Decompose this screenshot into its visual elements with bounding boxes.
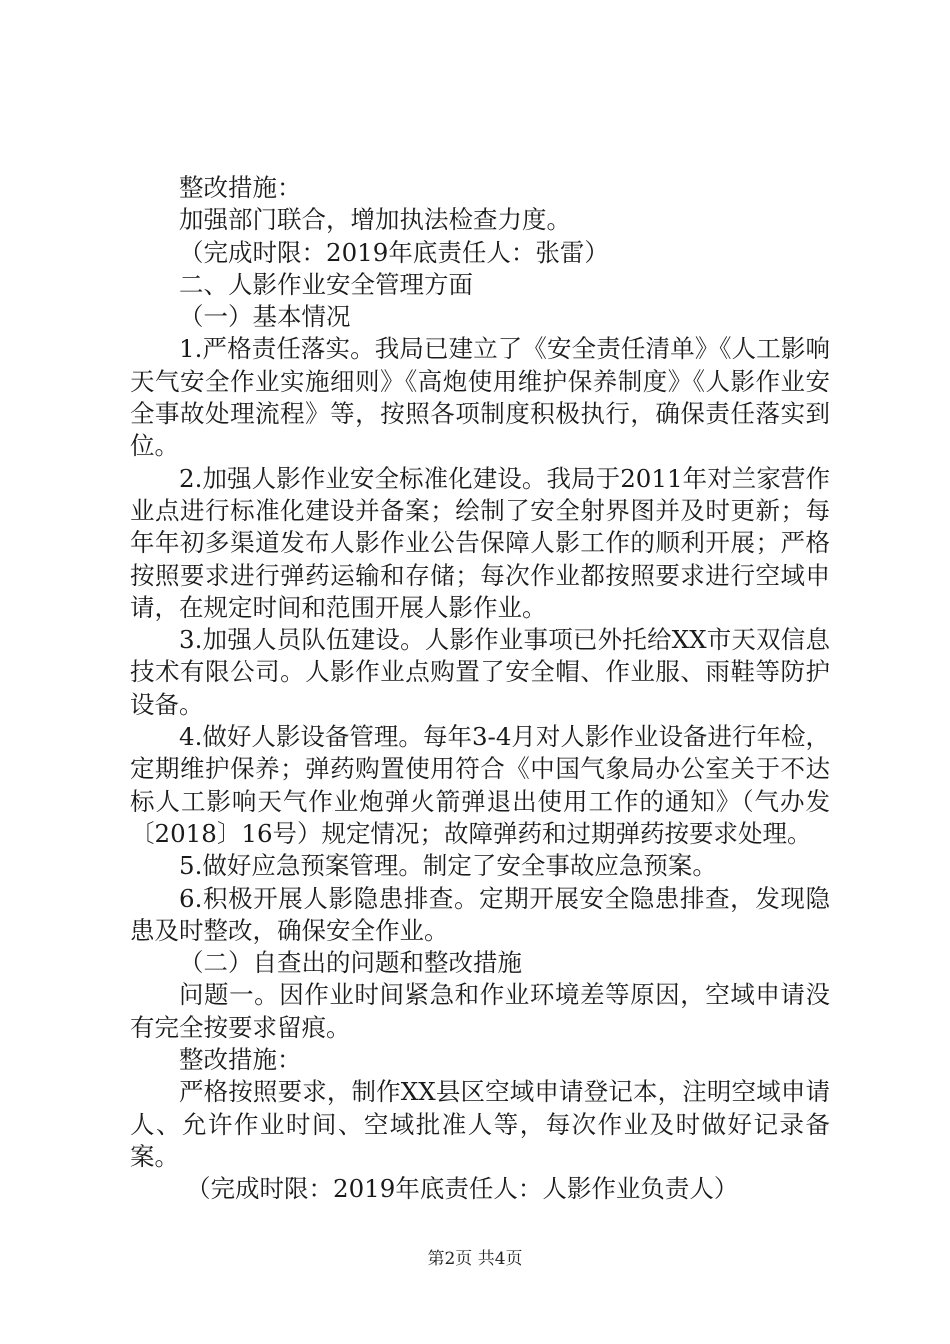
paragraph: 二、人影作业安全管理方面 — [179, 269, 473, 299]
paragraph: （一）基本情况 — [179, 302, 351, 332]
document-body — [130, 172, 830, 1206]
paragraph: （二）自查出的问题和整改措施 — [179, 948, 522, 978]
paragraph: 1.严格责任落实。我局已建立了《安全责任清单》《人工影响天气安全作业实施细则》《高炮使用维护保养制度》《人影作业安全事故处理流程》等，按照各项制度积极执行，确保责任落实到位。 — [130, 334, 830, 461]
paragraph: 问题一。因作业时间紧急和作业环境差等原因，空域申请没有完全按要求留痕。 — [130, 980, 830, 1042]
page-footer: 第2页 共4页 — [427, 1249, 523, 1269]
paragraph: （完成时限：2019年底责任人：张雷） — [179, 237, 609, 267]
paragraph: 6.积极开展人影隐患排查。定期开展安全隐患排查，发现隐患及时整改，确保安全作业。 — [130, 883, 830, 945]
paragraph: （完成时限：2019年底责任人：人影作业负责人） — [186, 1174, 739, 1204]
paragraph: 3.加强人员队伍建设。人影作业事项已外托给XX市天双信息技术有限公司。人影作业点购置了安全帽、作业服、雨鞋等防护设备。 — [130, 625, 830, 719]
paragraph: 整改措施： — [179, 1045, 302, 1075]
paragraph: 2.加强人影作业安全标准化建设。我局于2011年对兰家营作业点进行标准化建设并备案；绘制了安全射界图并及时更新；每年年初多渠道发布人影作业公告保障人影工作的顺利开展；严格按照要求进行弹药运输和存储；每次作业都按照要求进行空域申请，在规定时间和范围开展人影作业。 — [130, 463, 830, 622]
paragraph: 严格按照要求，制作XX县区空域申请登记本，注明空域申请人、允许作业时间、空域批准人等，每次作业及时做好记录备案。 — [130, 1077, 830, 1171]
paragraph: 加强部门联合，增加执法检查力度。 — [179, 205, 571, 235]
paragraph: 整改措施： — [179, 173, 302, 202]
paragraph: 5.做好应急预案管理。制定了安全事故应急预案。 — [179, 851, 717, 881]
paragraph: 4.做好人影设备管理。每年3-4月对人影作业设备进行年检，定期维护保养；弹药购置使用符合《中国气象局办公室关于不达标人工影响天气作业炮弹火箭弹退出使用工作的通知》（气办发〔2018〕16号）规定情况；故障弹药和过期弹药按要求处理。 — [130, 722, 830, 848]
